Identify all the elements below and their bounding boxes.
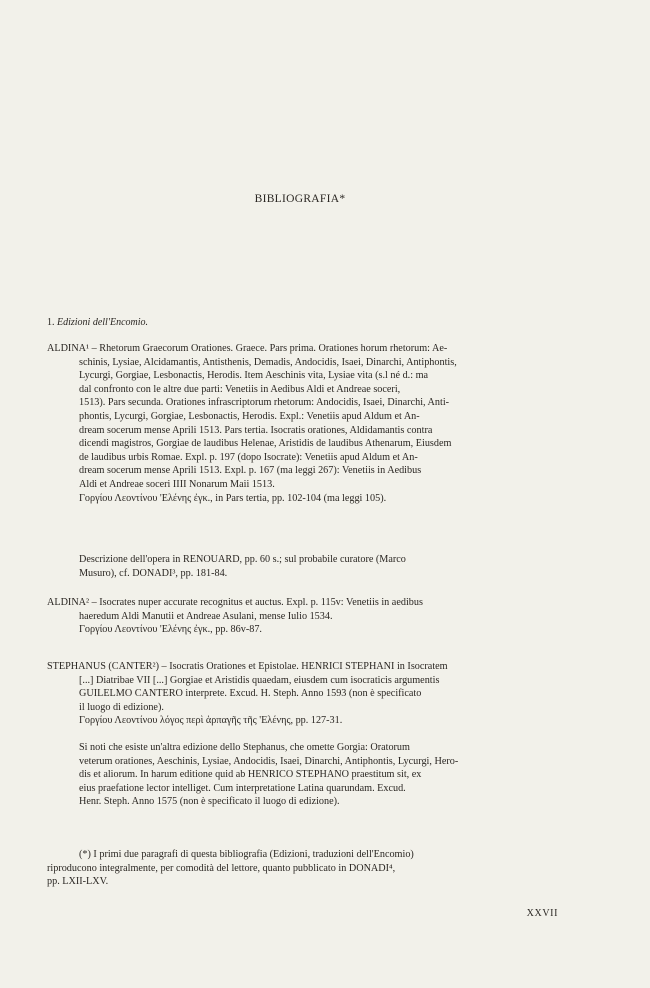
note-line: dis et aliorum. In harum editione quid ab HENRICO STEPHANO praestitum sit, ex <box>79 769 422 781</box>
entry-line: haeredum Aldi Manutii et Andreae Asulani, mense Iulio 1534. <box>79 610 333 622</box>
page-number: XXVII <box>526 908 558 919</box>
footnote-line: pp. LXII-LXV. <box>47 876 109 888</box>
section-heading <box>47 317 148 328</box>
note-line: veterum orationes, Aeschinis, Lysiae, Andocidis, Isaei, Dinarchi, Antiphontis, Lycurgi, Hero- <box>79 755 459 767</box>
entry-note <box>47 553 557 580</box>
entry-line: il luogo di edizione). <box>79 701 164 713</box>
entry-line: GUILELMO CANTERO interprete. Excud. H. Steph. Anno 1593 (non è specificato <box>79 688 422 700</box>
section-label: Edizioni dell'Encomio. <box>57 317 149 328</box>
note-line: Descrizione dell'opera in RENOUARD, pp. 60 s.; sul probabile curatore (Marco <box>79 554 406 565</box>
note-line: eius praefatione lector intelliget. Cum interpretatione Latina quarundam. Excud. <box>79 782 406 794</box>
bib-entry-stephanus <box>47 660 557 728</box>
footnote-line: riproducono integralmente, per comodità del lettore, quanto pubblicato in DONADI⁴, <box>47 862 396 874</box>
footnote <box>47 848 557 889</box>
bib-entry-aldina-2 <box>47 596 557 637</box>
footnote-line: (*) I primi due paragrafi di questa bibliografia (Edizioni, traduzioni dell'Encomio) <box>79 849 414 860</box>
entry-line: Γοργίου Λεοντίνου λόγος περὶ ἁρπαγῆς τῆς 'Ελένης, pp. 127-31. <box>79 715 343 727</box>
entry-line: ALDINA² – Isocrates nuper accurate recognitus et auctus. Expl. p. 115v: Venetiis in aedibus <box>47 597 423 608</box>
entry-line: dream socerum mense Aprili 1513. Expl. p. 167 (ma leggi 267): Venetiis in Aedibus <box>79 465 422 477</box>
entry-line: phontis, Lycurgi, Gorgiae, Lesbonactis, Herodis. Expl.: Venetiis apud Aldum et An- <box>79 410 420 422</box>
note-line: Musuro), cf. DONADI³, pp. 181-84. <box>79 567 228 579</box>
page-title: BIBLIOGRAFIA* <box>254 193 346 205</box>
entry-note <box>47 741 557 809</box>
entry-line: Γοργίου Λεοντίνου 'Ελένης ἐγκ., in Pars tertia, pp. 102-104 (ma leggi 105). <box>79 492 387 504</box>
entry-line: Lycurgi, Gorgiae, Lesbonactis, Herodis. Item Aeschinis vita, Lysiae vita (s.l né d.: ma <box>79 370 429 382</box>
entry-line: Γοργίου Λεοντίνου 'Ελένης ἐγκ., pp. 86v-87. <box>79 624 262 636</box>
note-line: Si noti che esiste un'altra edizione dello Stephanus, che omette Gorgia: Oratorum <box>79 742 410 753</box>
entry-line: [...] Diatribae VII [...] Gorgiae et Aristidis quaedam, eiusdem cum isocraticis argumentis <box>79 674 440 686</box>
section-number: 1. <box>47 317 55 328</box>
entry-line: STEPHANUS (CANTER²) – Isocratis Orationes et Epistolae. HENRICI STEPHANI in Isocratem <box>47 661 448 672</box>
entry-line: schinis, Lysiae, Alcidamantis, Antisthenis, Demadis, Andocidis, Isaei, Dinarchi, Antiphontis, <box>79 356 457 368</box>
entry-line: Aldi et Andreae soceri IIII Nonarum Maii 1513. <box>79 478 275 490</box>
entry-line: dal confronto con le altre due parti: Venetiis in Aedibus Aldi et Andreae soceri, <box>79 383 401 395</box>
entry-line: ALDINA¹ – Rhetorum Graecorum Orationes. Graece. Pars prima. Orationes horum rhetorum: Ae- <box>47 343 448 354</box>
entry-line: de laudibus urbis Romae. Expl. p. 197 (dopo Isocrate): Venetiis apud Aldum et An- <box>79 451 418 463</box>
entry-line: dream socerum mense Aprili 1513. Pars tertia. Isocratis orationes, Aldidamantis contra <box>79 424 433 436</box>
entry-line: dicendi magistros, Gorgiae de laudibus Helenae, Aristidis de laudibus Athenarum, Eiusdem <box>79 438 452 450</box>
note-line: Henr. Steph. Anno 1575 (non è specificato il luogo di edizione). <box>79 796 340 808</box>
bib-entry-aldina-1 <box>47 342 557 505</box>
entry-line: 1513). Pars secunda. Orationes infrascriptorum rhetorum: Andocidis, Isaei, Dinarchi, Anti- <box>79 397 450 409</box>
